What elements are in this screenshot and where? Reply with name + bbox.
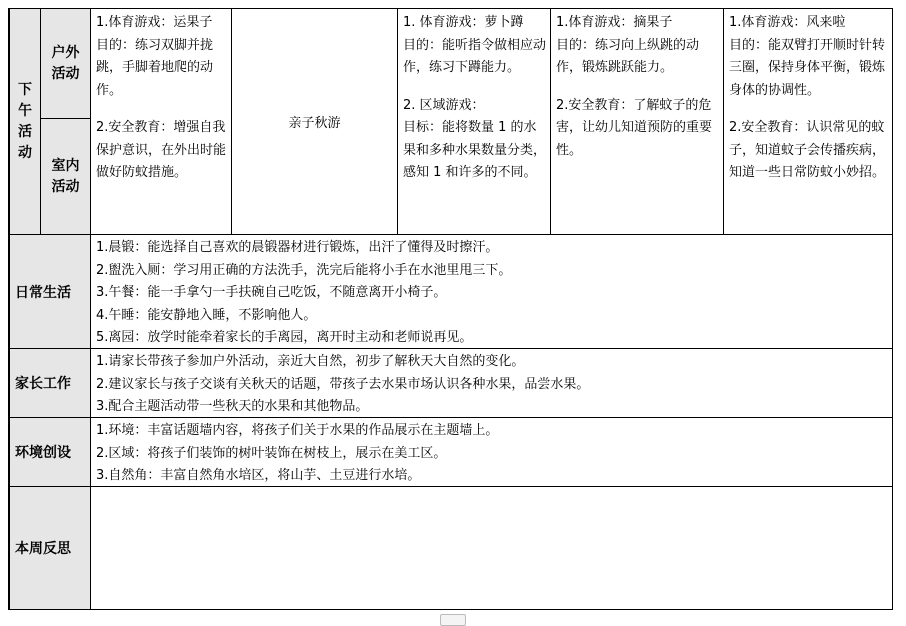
parent-work-item: 2.建议家长与孩子交谈有关秋天的话题，带孩子去水果市场认识各种水果，品尝水果。 xyxy=(96,376,590,392)
daily-life-label-cell xyxy=(8,234,91,349)
day1-safety: 2.安全教育：增强自我保护意识，在外出时能做好防蚊措施。 xyxy=(96,120,227,180)
outdoor-label-cell xyxy=(40,8,91,119)
afternoon-day-1 xyxy=(90,8,232,235)
parent-work-item: 3.配合主题活动带一些秋天的水果和其他物品。 xyxy=(96,399,369,415)
day4-game: 1.体育游戏：摘果子 xyxy=(556,15,673,30)
indoor-label-cell xyxy=(40,118,91,235)
parent-work-label: 家长工作 xyxy=(15,376,71,392)
reflection-content[interactable] xyxy=(90,486,893,610)
daily-life-item: 5.离园：放学时能牵着家长的手离园，离开时主动和老师说再见。 xyxy=(96,330,473,346)
parent-work-content xyxy=(90,348,893,418)
daily-life-item: 3.午餐：能一手拿勺一手扶碗自己吃饭，不随意离开小椅子。 xyxy=(96,285,447,301)
environment-item: 3.自然角：丰富自然角水培区，将山芋、土豆进行水培。 xyxy=(96,468,421,484)
day4-goal: 目的：练习向上纵跳的动作，锻炼跳跃能力。 xyxy=(556,37,700,75)
day5-safety: 2.安全教育：认识常见的蚊子，知道蚊子会传播疾病，知道一些日常防蚊小妙招。 xyxy=(729,120,886,180)
environment-item: 1.环境：丰富话题墙内容，将孩子们关于水果的作品展示在主题墙上。 xyxy=(96,423,499,438)
afternoon-label-cell xyxy=(8,8,41,235)
day1-goal: 目的：练习双脚并拢跳，手脚着地爬的动作。 xyxy=(96,37,214,98)
day5-game: 1.体育游戏：风来啦 xyxy=(729,15,846,30)
environment-content xyxy=(90,417,893,487)
reflection-label-cell xyxy=(8,486,91,610)
parent-work-label-cell xyxy=(8,348,91,418)
environment-item: 2.区域：将孩子们装饰的树叶装饰在树枝上，展示在美工区。 xyxy=(96,445,447,461)
indoor-label: 室内活动 xyxy=(51,157,80,195)
outdoor-label: 户外活动 xyxy=(51,44,80,82)
afternoon-day-2 xyxy=(231,8,398,235)
day1-game: 1.体育游戏：运果子 xyxy=(96,15,213,30)
reflection-label: 本周反思 xyxy=(15,541,71,557)
afternoon-day-5 xyxy=(723,8,893,235)
daily-life-label: 日常生活 xyxy=(15,284,71,301)
day2-event: 亲子秋游 xyxy=(288,116,341,131)
environment-label: 环境创设 xyxy=(15,445,71,461)
day3-area-goal: 目标：能将数量 1 的水果和多种水果数量分类，感知 1 和许多的不同。 xyxy=(403,120,547,180)
afternoon-day-3 xyxy=(397,8,551,235)
daily-life-item: 4.午睡：能安静地入睡，不影响他人。 xyxy=(96,307,317,323)
day3-area-game: 2. 区域游戏： xyxy=(403,97,485,113)
afternoon-day-4 xyxy=(550,8,724,235)
parent-work-item: 1.请家长带孩子参加户外活动，亲近大自然，初步了解秋天大自然的变化。 xyxy=(96,354,525,369)
afternoon-label: 下午活动 xyxy=(18,81,32,161)
daily-life-item: 1.晨锻：能选择自己喜欢的晨锻器材进行锻炼，出汗了懂得及时擦汗。 xyxy=(96,240,499,255)
page-layout-handle[interactable] xyxy=(440,614,466,626)
day3-game: 1. 体育游戏：萝卜蹲 xyxy=(403,15,524,30)
day5-goal: 目的：能双臂打开顺时针转三圈，保持身体平衡，锻炼身体的协调性。 xyxy=(729,37,886,98)
day4-safety: 2.安全教育：了解蚊子的危害，让幼儿知道预防的重要性。 xyxy=(556,97,713,158)
daily-life-item: 2.盥洗入厕：学习用正确的方法洗手，洗完后能将小手在水池里甩三下。 xyxy=(96,262,512,278)
environment-label-cell xyxy=(8,417,91,487)
day3-goal: 目的：能听指令做相应动作，练习下蹲能力。 xyxy=(403,37,547,75)
daily-life-content xyxy=(90,234,893,349)
